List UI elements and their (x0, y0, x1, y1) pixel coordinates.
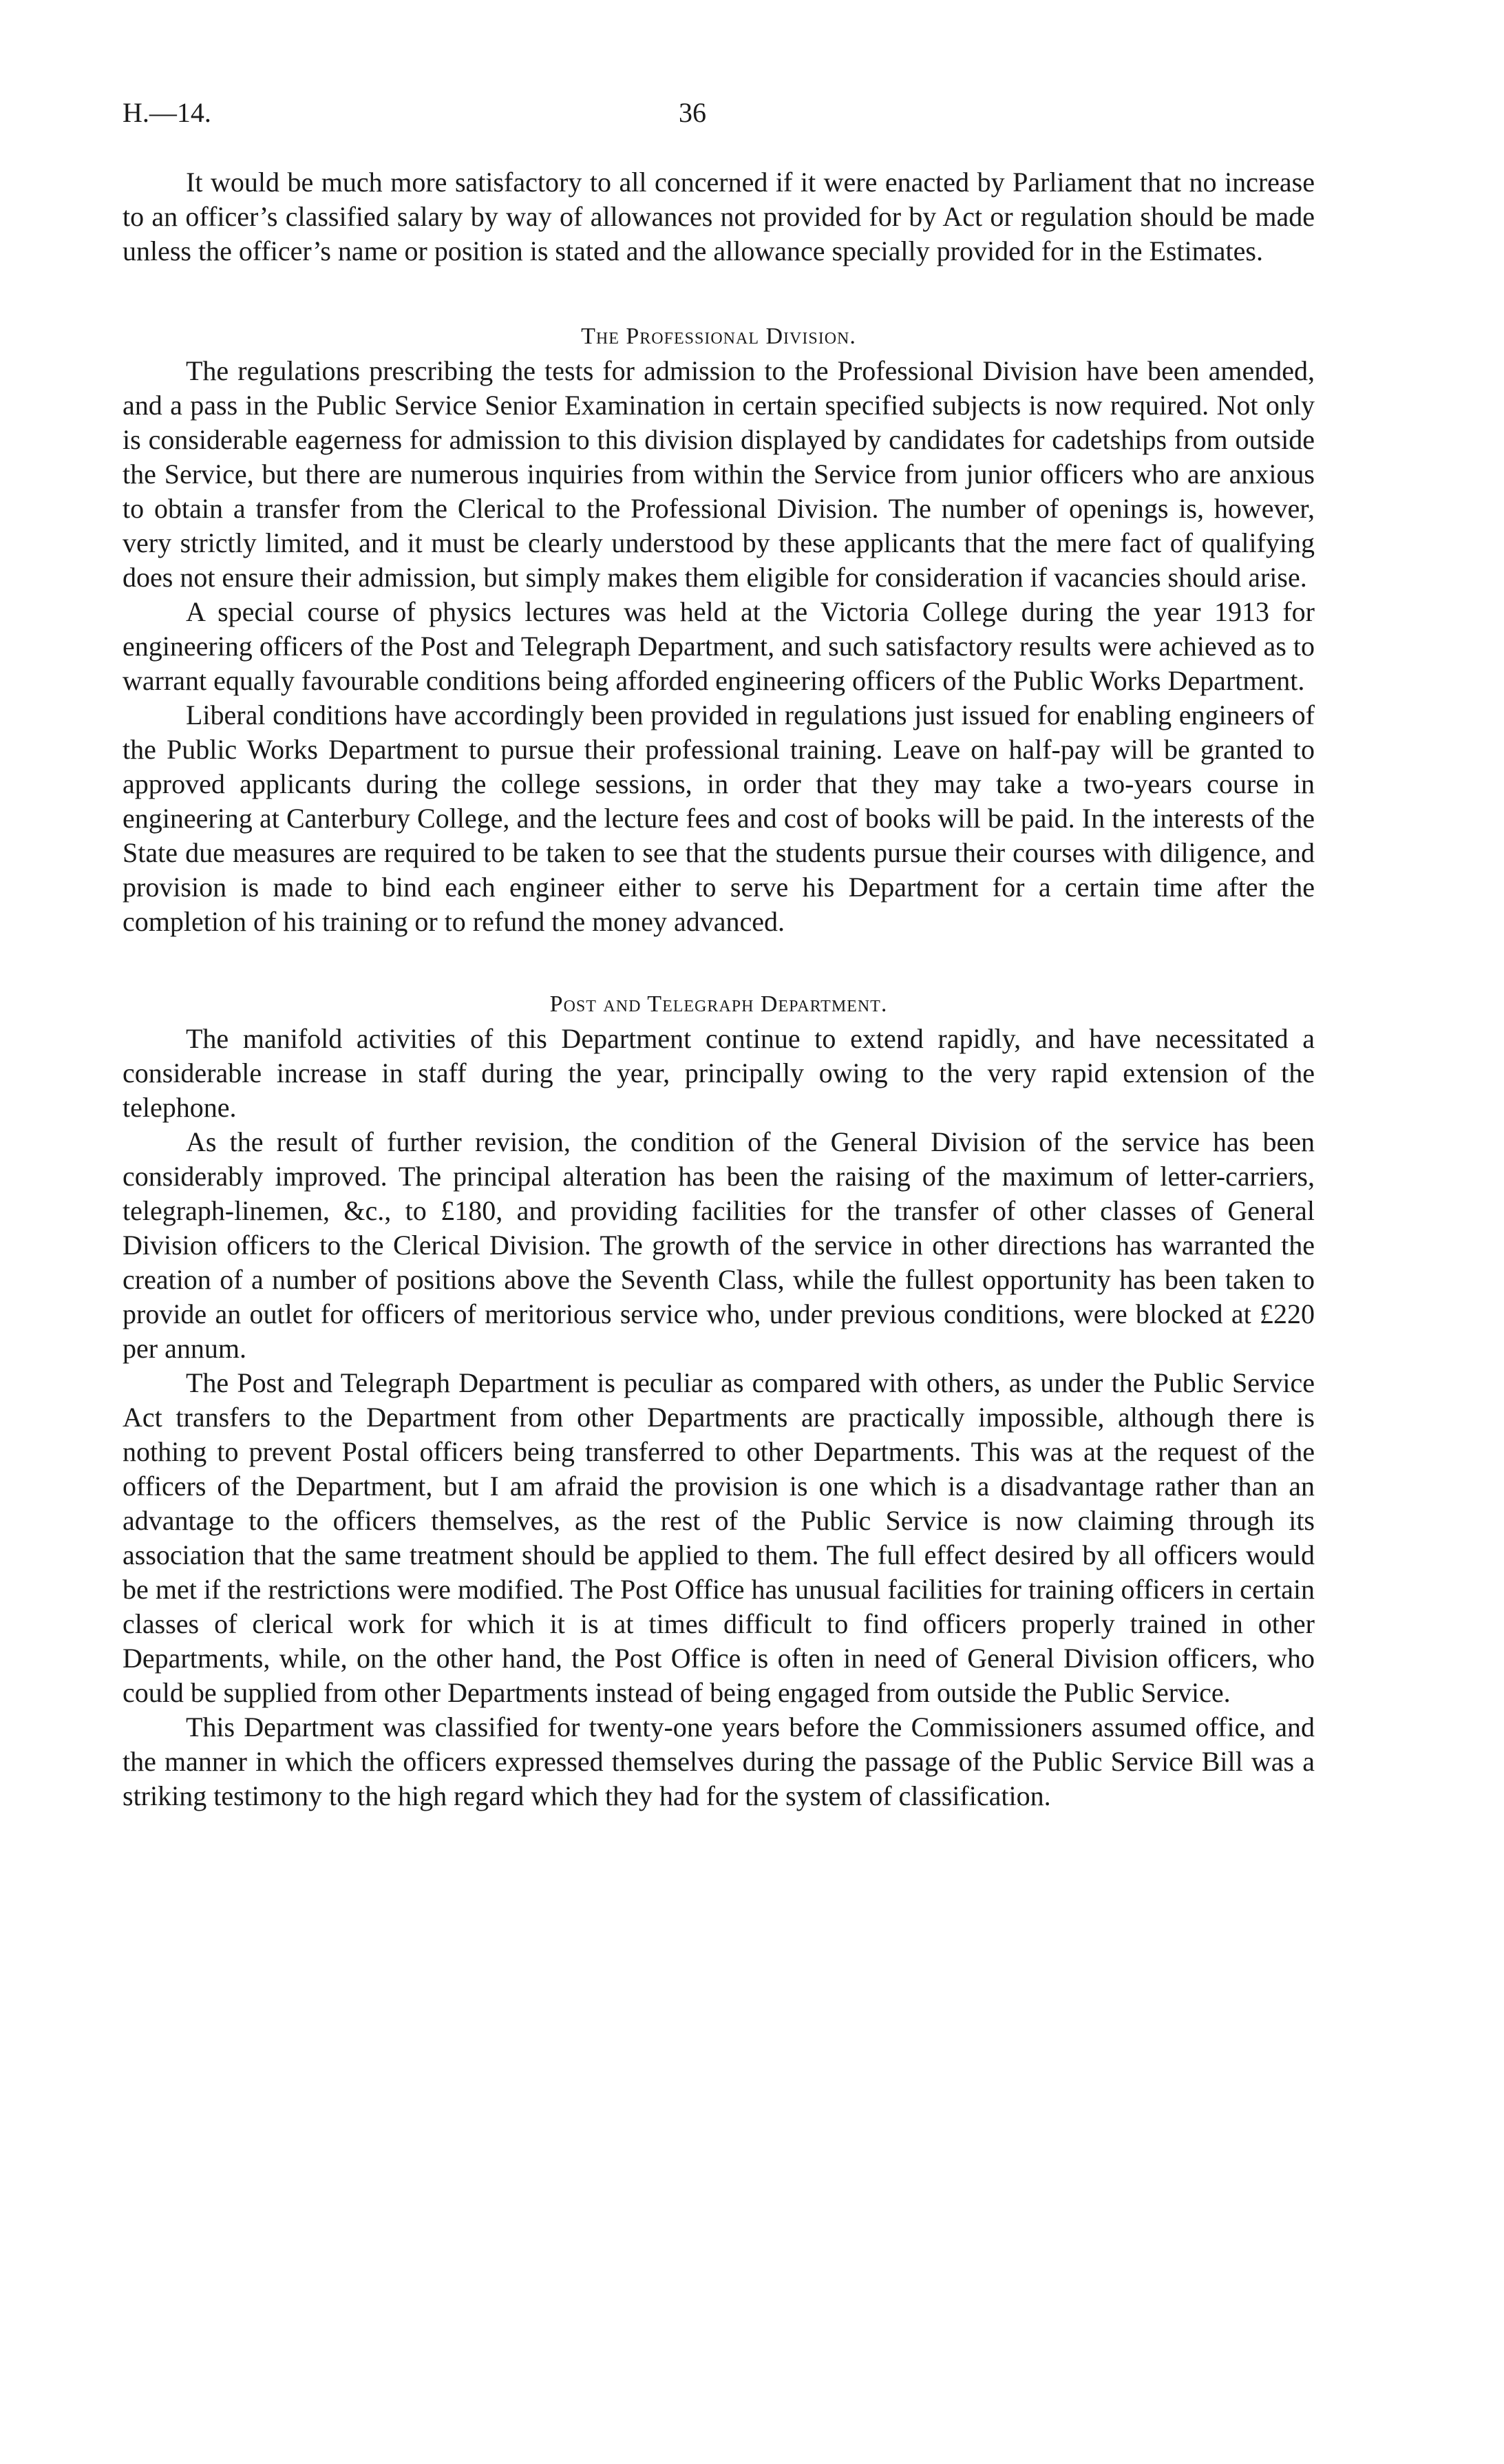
professional-division-section (123, 319, 1315, 939)
section-heading: Post and Telegraph Department. (549, 991, 888, 1017)
document-body (123, 165, 1315, 1813)
body-paragraph: The Post and Telegraph Department is peculiar as compared with others, as under the Public Service Act transfers to the Department from other Departments are practically impossible, although there is nothing to prevent Postal officers being transferred to other Departments. This was at the request of the officers of the Department, but I am afraid the provision is one which is a disadvantage rather than an advantage to the officers themselves, as the rest of the Public Service is now claiming through its association that the same treatment should be applied to them. The full effect desired by all officers would be met if the restrictions were modified. The Post Office has unusual facilities for training officers in certain classes of clerical work for which it is at times difficult to find officers properly trained in other Departments, while, on the other hand, the Post Office is often in need of General Division officers, who could be supplied from other Departments instead of being engaged from outside the Public Service. (123, 1367, 1315, 1708)
body-paragraph: A special course of physics lectures was held at the Victoria College during the year 1913 for engineering officers of the Post and Telegraph Department, and such satisfactory results were achieved as to warrant equally favourable conditions being afforded engineering officers of the Public Works Department. (123, 596, 1315, 696)
running-head (123, 96, 1293, 138)
section-heading: The Professional Division. (581, 324, 856, 349)
body-paragraph: The manifold activities of this Department continue to extend rapidly, and have necessitated a considerable increase in staff during the year, principally owing to the very rapid extension of the telephone. (123, 1023, 1315, 1123)
intro-paragraph: It would be much more satisfactory to all concerned if it were enacted by Parliament that no increase to an officer’s classified salary by way of allowances not provided for by Act or regulation should be made unless the officer’s name or position is stated and the allowance specially provided for in the Estimates. (123, 167, 1315, 266)
section-spacer (123, 268, 1315, 319)
page-number: 36 (679, 97, 706, 128)
body-paragraph: This Department was classified for twenty-one years before the Commissioners assumed office, and the manner in which the officers expressed themselves during the passage of the Public Service Bill was a striking testimony to the high regard which they had for the system of classification. (123, 1712, 1315, 1811)
document-reference: H.—14. (123, 97, 211, 128)
post-telegraph-section (123, 987, 1315, 1813)
body-paragraph: The regulations prescribing the tests for admission to the Professional Division have been amended, and a pass in the Public Service Senior Examination in certain specified subjects is now required. Not only is considerable eagerness for admission to this division displayed by candidates for cadetships from outside the Service, but there are numerous inquiries from within the Service from junior officers who are anxious to obtain a transfer from the Clerical to the Professional Division. The number of openings is, however, very strictly limited, and it must be clearly understood by these applicants that the mere fact of qualifying does not ensure their admission, but simply makes them eligible for consideration if vacancies should arise. (123, 355, 1315, 593)
body-paragraph: Liberal conditions have accordingly been provided in regulations just issued for enabling engineers of the Public Works Department to pursue their professional training. Leave on half-pay will be granted to approved applicants during the college sessions, in order that they may take a two-years course in engineering at Canterbury College, and the lecture fees and cost of books will be paid. In the interests of the State due measures are required to be taken to see that the students pursue their courses with diligence, and provision is made to bind each engineer either to serve his Department for a certain time after the completion of his training or to refund the money advanced. (123, 699, 1315, 937)
body-paragraph: As the result of further revision, the condition of the General Division of the service has been considerably improved. The principal alteration has been the raising of the maximum of letter-carriers, telegraph-linemen, &c., to £180, and providing facilities for the transfer of other classes of General Division officers to the Clerical Division. The growth of the service in other directions has warranted the creation of a number of positions above the Seventh Class, while the fullest opportunity has been taken to provide an outlet for officers of meritorious service who, under previous conditions, were blocked at £220 per annum. (123, 1126, 1315, 1364)
section-spacer (123, 939, 1315, 987)
